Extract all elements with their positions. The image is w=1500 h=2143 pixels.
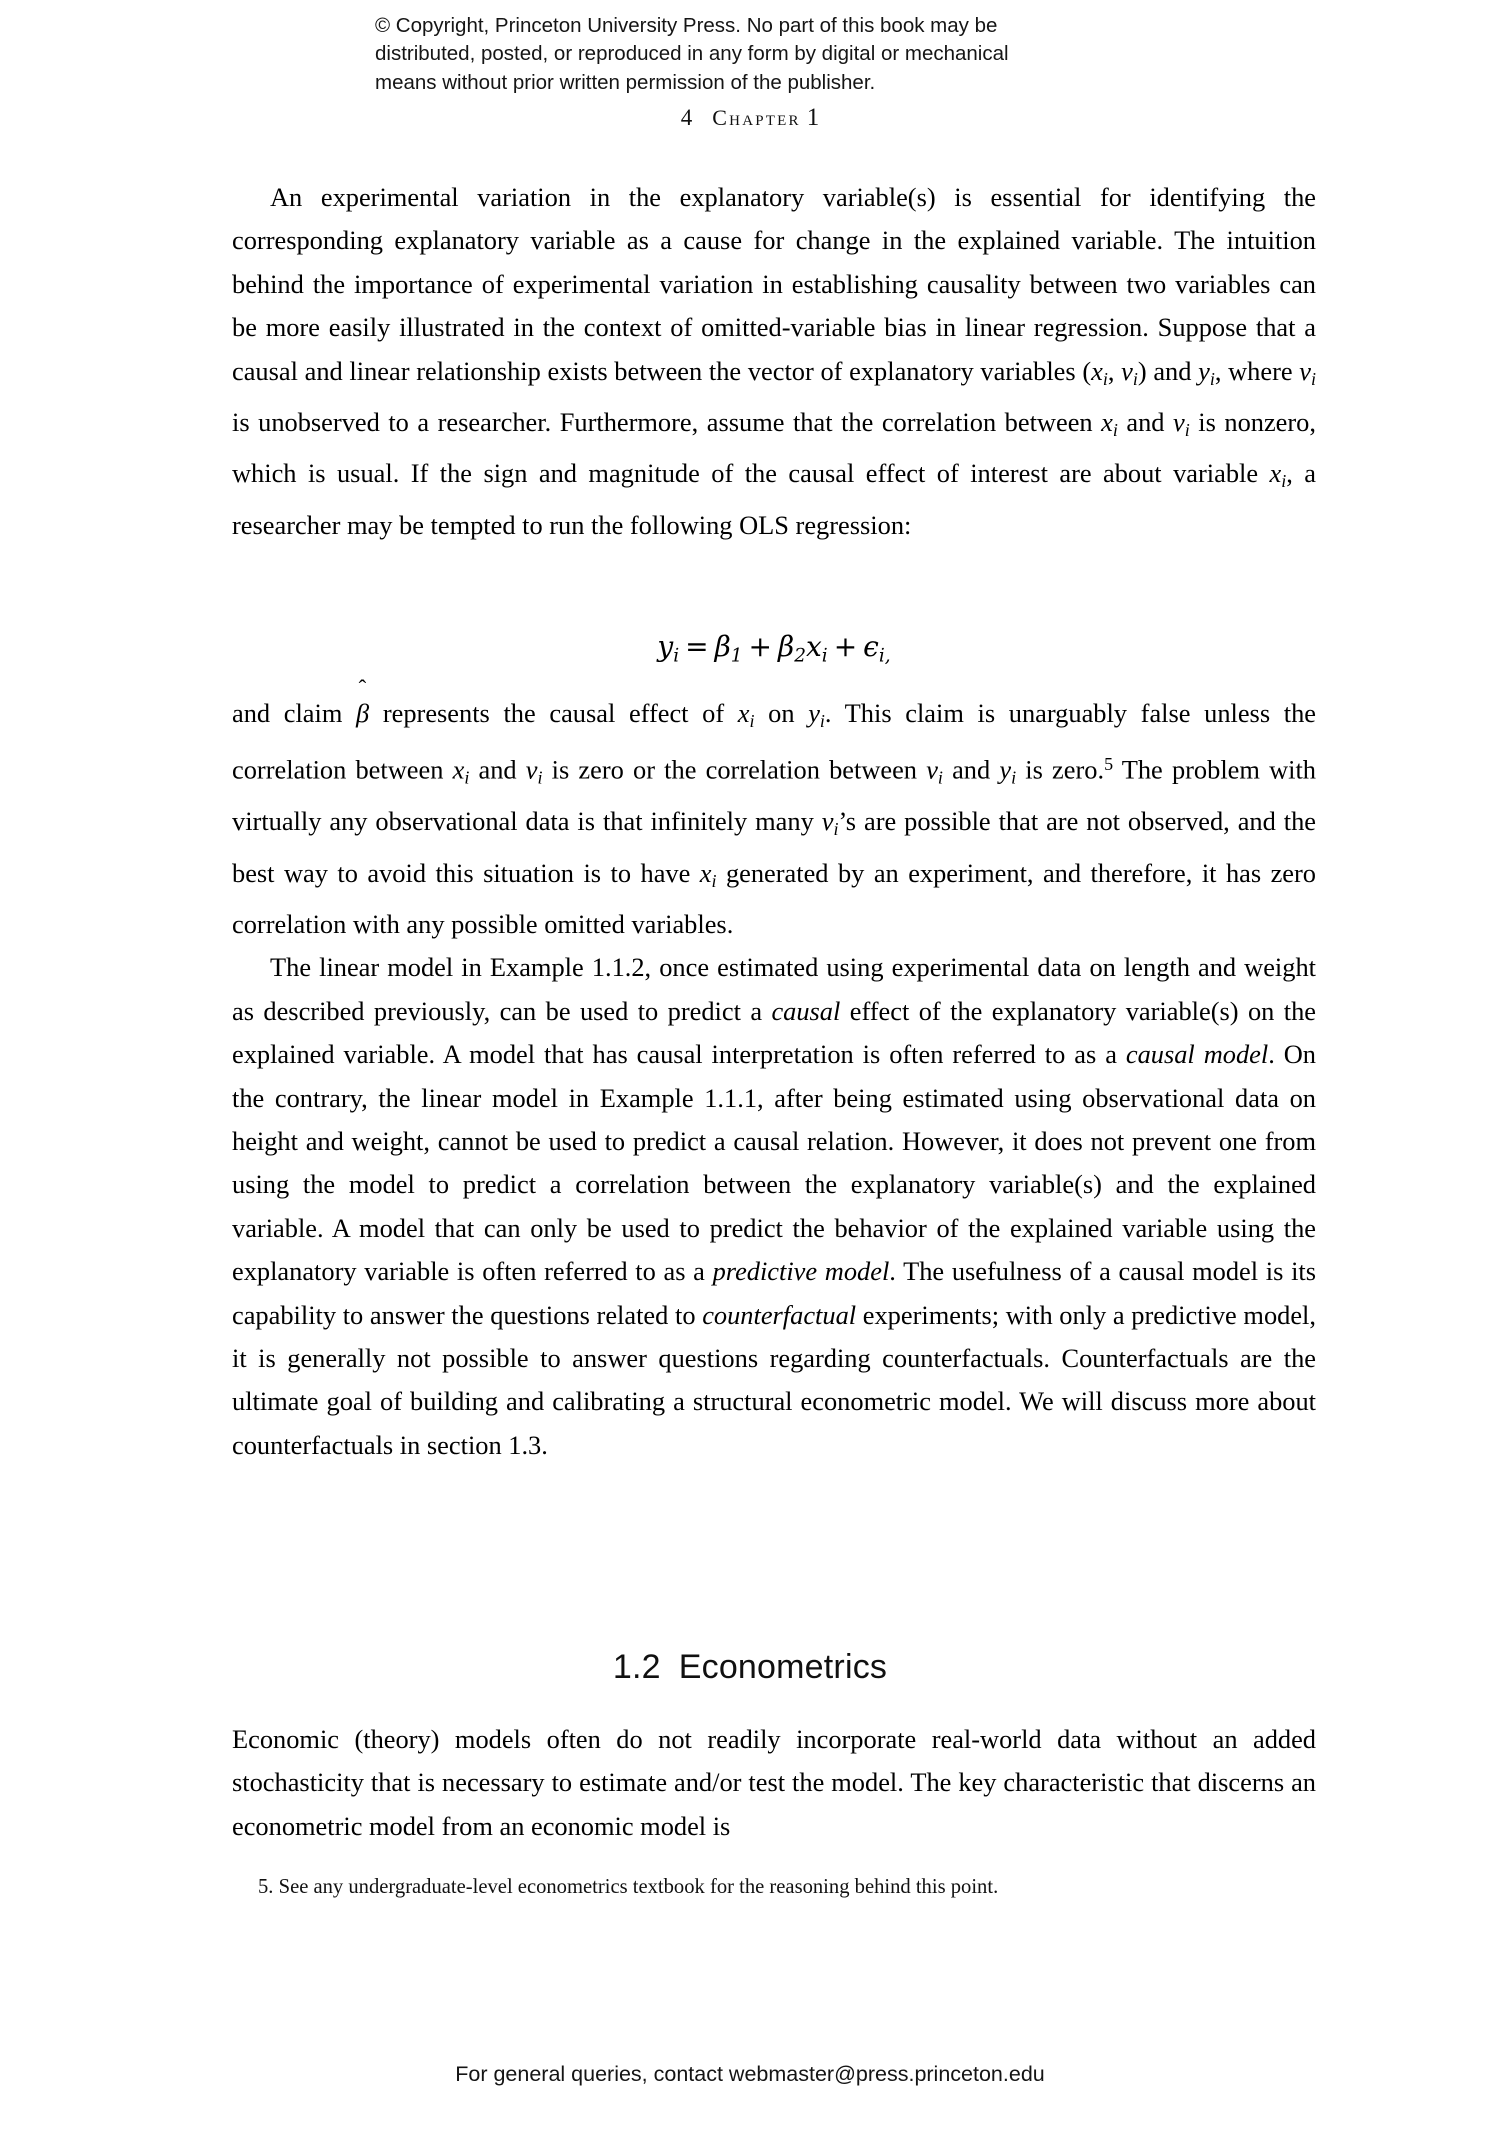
p1-var-x2: x bbox=[1101, 407, 1113, 438]
p2-t7: and bbox=[942, 754, 1000, 785]
p1-var-x: x bbox=[1091, 355, 1103, 386]
footnote-text: See any undergraduate-level econometrics textbook for the reasoning behind this point. bbox=[278, 1876, 999, 1898]
beta-symbol: β bbox=[356, 698, 370, 728]
p2-t2: represents the causal effect of bbox=[369, 698, 738, 728]
section-number: 1.2 bbox=[612, 1648, 661, 1686]
eq-epsilon-sub: i, bbox=[878, 645, 891, 667]
paragraph-4: Economic (theory) models often do not readily incorporate real-world data without an added stochasticity that is necessary to estimate and/or test the model. The key characteristic that discerns an econometric model from an economic model is bbox=[232, 1724, 1316, 1841]
p1-mid-3: , where bbox=[1214, 355, 1300, 386]
p2-y1: y bbox=[808, 698, 820, 728]
p2-t11: generated by an experiment, and therefore, it has zero correlation with any possible omitted variables. bbox=[232, 857, 1316, 939]
body-text-after-heading bbox=[232, 1718, 1316, 1858]
p3-t2: effect of the explanatory variable(s) on the explained variable. A model that has causal interpretation is often referred to as a bbox=[232, 995, 1316, 1070]
eq-beta2: β bbox=[778, 630, 795, 663]
p2-t3: on bbox=[754, 698, 809, 728]
p3-em-predictive-model: predictive model bbox=[712, 1256, 890, 1287]
paragraph-1 bbox=[232, 176, 1316, 547]
p2-x3: x bbox=[699, 857, 712, 888]
p2-v2: v bbox=[926, 754, 938, 785]
beta-hat bbox=[356, 675, 370, 735]
p2-t1: and claim bbox=[232, 698, 357, 728]
p1-sub-i-1: i bbox=[1102, 368, 1108, 389]
p2-v3: v bbox=[821, 806, 834, 837]
chapter-number: 1 bbox=[806, 104, 820, 131]
p1-var-v2: v bbox=[1299, 355, 1311, 386]
footnote-number: 5. bbox=[258, 1876, 274, 1898]
running-head bbox=[0, 104, 1500, 132]
paragraph-2 bbox=[232, 675, 1317, 946]
p2-v1: v bbox=[525, 754, 538, 785]
p1-var-v3: v bbox=[1173, 407, 1185, 438]
eq-lhs-var: y bbox=[657, 630, 674, 663]
eq-beta1: β bbox=[714, 630, 731, 663]
copyright-line-2: distributed, posted, or reproduced in any form by digital or mechanical bbox=[375, 42, 1009, 66]
eq-plus-1: + bbox=[748, 630, 773, 663]
p2-x1: x bbox=[737, 698, 750, 728]
p1-sub-i-3: i bbox=[1209, 368, 1215, 389]
p2-x2: x bbox=[452, 754, 465, 785]
eq-epsilon: ϵ bbox=[863, 630, 879, 663]
eq-x: x bbox=[805, 630, 822, 663]
p1-sub-i-2: i bbox=[1132, 368, 1138, 389]
p1-prefix: An experimental variation in the explanatory variable(s) is essential for identifying the corresponding explanatory variable as a cause for change in the explained variable. The intuition behind the importance of experimental variation in establishing causality between two variables can be more easily illustrated in the context of omitted-variable bias in linear regression. Suppose that a causal and linear relationship exists between the vector of explanatory variables ( bbox=[232, 182, 1316, 386]
eq-beta2-sub: 2 bbox=[794, 645, 806, 667]
p2-v2-sub: i bbox=[937, 767, 943, 788]
p1-var-x3: x bbox=[1269, 458, 1282, 489]
p1-mid-4: is unobserved to a researcher. Furthermore, assume that the correlation between bbox=[232, 407, 1102, 438]
p3-t1: The linear model in Example 1.1.2, once estimated using experimental data on length and weight as described previously, can be used to predict a bbox=[232, 952, 1316, 1026]
p3-t5: experiments; with only a predictive model, it is generally not possible to answer questions regarding counterfactuals. Counterfactuals are the ultimate goal of building and calibrating a structural econometric model. We will discuss more about counterfactuals in section 1.3. bbox=[232, 1299, 1316, 1460]
p3-em-causal: causal bbox=[771, 995, 841, 1026]
p2-t10: ’s are possible that are not observed, and the best way to avoid this situation is to have bbox=[232, 806, 1317, 888]
p2-y2-sub: i bbox=[1011, 767, 1017, 788]
p2-t5: and bbox=[469, 754, 526, 785]
p1-mid-2: ) and bbox=[1137, 355, 1199, 386]
p1-sub-i-5: i bbox=[1112, 420, 1118, 441]
eq-lhs-sub: i bbox=[673, 645, 680, 667]
p3-t3: . On the contrary, the linear model in Example 1.1.1, after being estimated using observational data on height and weight, cannot be used to predict a causal relation. However, it does not prevent one from using the model to predict a correlation between the explanatory variable(s) and the explained variable. A model that can only be used to predict the behavior of the explained variable using the explanatory variable is often referred to as a bbox=[232, 1039, 1316, 1287]
p1-var-v: v bbox=[1121, 355, 1133, 386]
p1-mid-6: is nonzero, which is usual. If the sign and magnitude of the causal effect of interest are about variable bbox=[232, 407, 1316, 489]
page-footer: For general queries, contact webmaster@press.princeton.edu bbox=[455, 2062, 1045, 2086]
p3-t4: . The usefulness of a causal model is its capability to answer the questions related to bbox=[232, 1256, 1317, 1330]
copyright-line-3: means without prior written permission of the publisher. bbox=[375, 70, 876, 94]
p2-x3-sub: i bbox=[711, 870, 717, 891]
p1-sub-i-4: i bbox=[1311, 368, 1316, 389]
p2-t4: . This claim is unarguably false unless the correlation between bbox=[232, 698, 1316, 785]
running-head-label: Chapter bbox=[712, 105, 801, 130]
page-number: 4 bbox=[680, 105, 693, 130]
section-heading bbox=[0, 1648, 1500, 1687]
section-title: Econometrics bbox=[678, 1648, 888, 1686]
paragraph-3 bbox=[232, 946, 1316, 1467]
p1-mid-5: and bbox=[1117, 407, 1174, 438]
p1-var-y: y bbox=[1198, 355, 1210, 386]
p2-y2: y bbox=[999, 754, 1012, 785]
copyright-notice bbox=[375, 12, 1135, 97]
p3-em-counterfactual: counterfactual bbox=[702, 1299, 857, 1330]
copyright-line-1: © Copyright, Princeton University Press. No part of this book may be bbox=[375, 14, 998, 37]
p2-t9: The problem with virtually any observational data is that infinitely many bbox=[232, 754, 1316, 837]
p2-v1-sub: i bbox=[537, 767, 543, 788]
hat-accent: ˆ bbox=[358, 675, 367, 701]
p2-y1-sub: i bbox=[819, 711, 825, 732]
p2-x1-sub: i bbox=[749, 711, 755, 732]
footnote bbox=[258, 1872, 1316, 1902]
p1-suffix: , a researcher may be tempted to run the following OLS regression: bbox=[232, 458, 1316, 540]
eq-equals: = bbox=[685, 630, 709, 663]
p3-em-causal-model: causal model bbox=[1125, 1039, 1269, 1070]
body-text-upper bbox=[232, 176, 1316, 606]
p2-x2-sub: i bbox=[464, 767, 470, 788]
eq-plus-2: + bbox=[833, 630, 858, 663]
display-equation bbox=[232, 630, 1316, 667]
eq-beta1-sub: 1 bbox=[730, 645, 743, 667]
p2-t6: is zero or the correlation between bbox=[542, 754, 927, 785]
footnote-marker-ref[interactable]: 5 bbox=[1104, 754, 1114, 775]
p1-mid-1: , bbox=[1107, 355, 1122, 386]
p1-sub-i-6: i bbox=[1184, 420, 1190, 441]
p1-sub-i-7: i bbox=[1281, 471, 1287, 492]
p2-v3-sub: i bbox=[833, 819, 839, 840]
body-text-lower bbox=[232, 675, 1317, 1572]
eq-x-sub: i bbox=[821, 645, 828, 667]
p2-t8: is zero. bbox=[1016, 754, 1105, 785]
